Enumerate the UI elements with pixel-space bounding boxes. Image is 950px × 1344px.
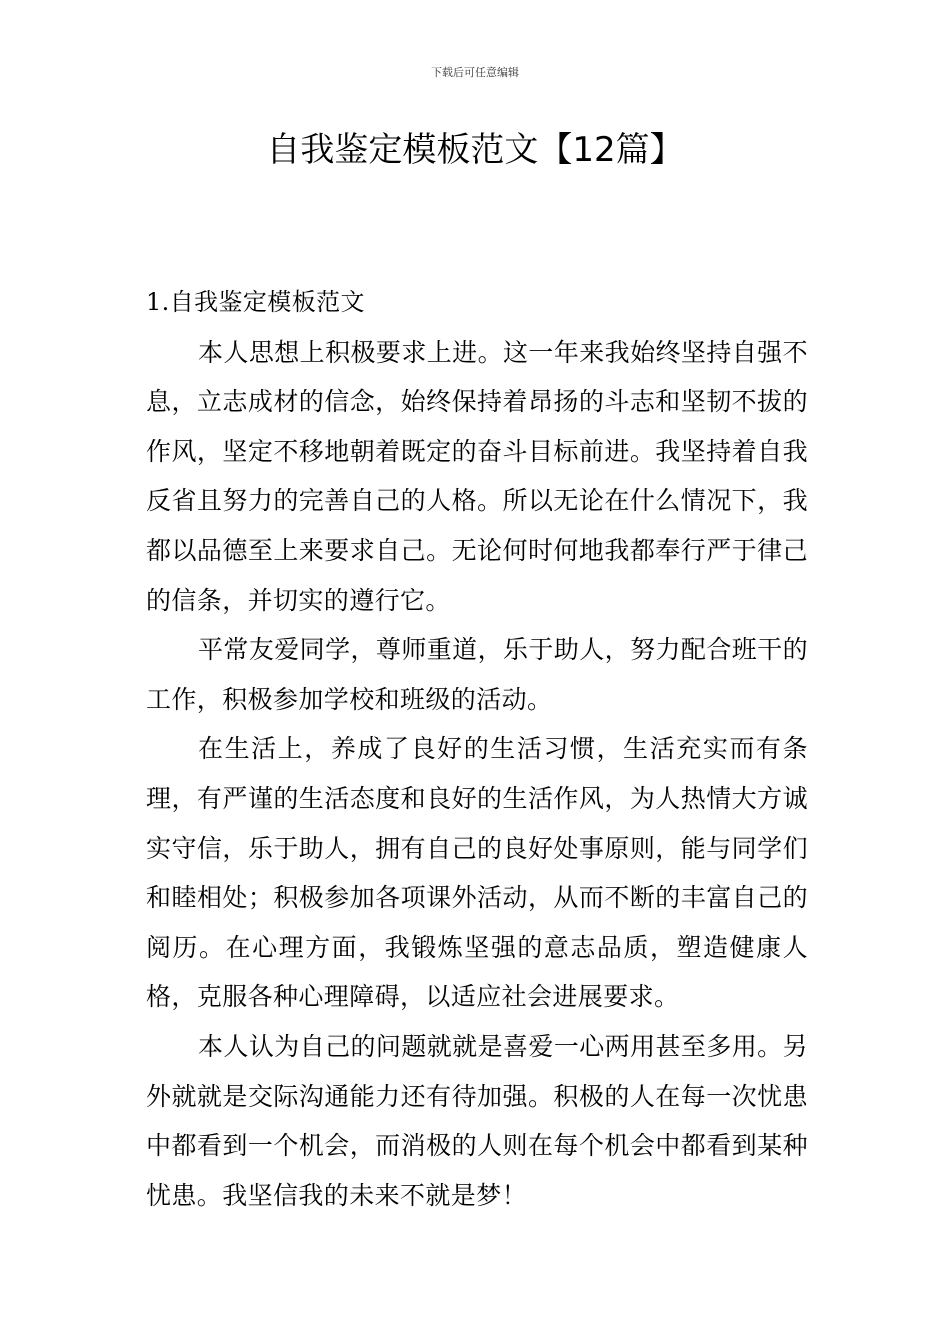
document-body [146, 278, 808, 1220]
paragraph: 在生活上，养成了良好的生活习惯，生活充实而有条理，有严谨的生活态度和良好的生活作风，为人热情大方诚实守信，乐于助人，拥有自己的良好处事原则，能与同学们和睦相处；积极参加各项课外活动，从而不断的丰富自己的阅历。在心理方面，我锻炼坚强的意志品质，塑造健康人格，克服各种心理障碍，以适应社会进展要求。 [146, 734, 808, 1012]
paragraph: 本人思想上积极要求上进。这一年来我始终坚持自强不息，立志成材的信念，始终保持着昂扬的斗志和坚韧不拔的作风，坚定不移地朝着既定的奋斗目标前进。我坚持着自我反省且努力的完善自己的人格。所以无论在什么情况下，我都以品德至上来要求自己。无论何时何地我都奉行严于律己的信条，并切实的遵行它。 [146, 337, 808, 615]
document-title: 自我鉴定模板范文【12篇】 [266, 130, 684, 170]
paragraph: 本人认为自己的问题就就是喜爱一心两用甚至多用。另外就就是交际沟通能力还有待加强。积极的人在每一次忧患中都看到一个机会，而消极的人则在每个机会中都看到某种忧患。我坚信我的未来不就是梦！ [146, 1031, 808, 1210]
header-note: 下载后可任意编辑 [431, 66, 519, 79]
paragraph: 平常友爱同学，尊师重道，乐于助人，努力配合班干的工作，积极参加学校和班级的活动。 [146, 635, 808, 714]
section-heading: 1.自我鉴定模板范文 [146, 288, 365, 316]
